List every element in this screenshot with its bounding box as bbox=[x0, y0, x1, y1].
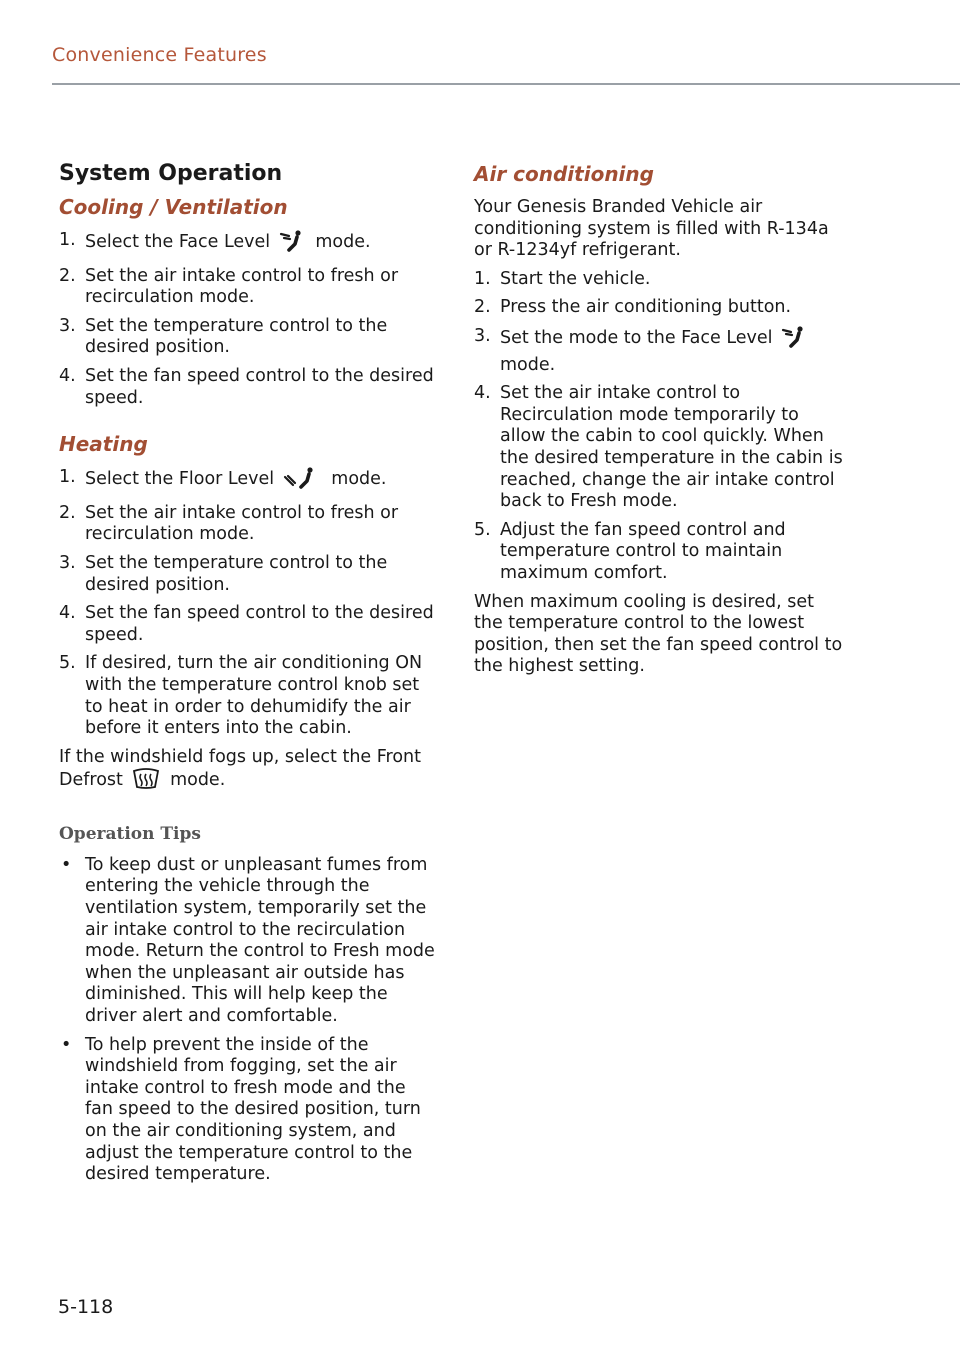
tips-heading: Operation Tips bbox=[59, 823, 201, 844]
step-text: Set the temperature control to the desired position. bbox=[85, 552, 388, 595]
bullet: • bbox=[61, 854, 72, 875]
air-conditioning-heading: Air conditioning bbox=[474, 162, 654, 186]
defrost-note bbox=[59, 747, 437, 797]
step-text: Set the fan speed control to the desired speed. bbox=[85, 365, 434, 408]
page-number: 5-118 bbox=[58, 1296, 114, 1318]
step-number: 1. bbox=[59, 467, 76, 488]
heating-steps bbox=[59, 467, 437, 740]
step-number: 2. bbox=[59, 502, 76, 523]
step-text-suffix: mode. bbox=[315, 232, 371, 252]
section-header: Convenience Features bbox=[52, 44, 267, 66]
cooling-heading: Cooling / Ventilation bbox=[59, 195, 288, 219]
list-item bbox=[59, 316, 437, 359]
step-number: 4. bbox=[59, 365, 76, 386]
tip-text: To keep dust or unpleasant fumes from entering the vehicle through the ventilation system, temporarily set the air intake control to the recirculation mode. Return the control to Fresh mode when the unpleasant air outside has diminished. This will help keep the driver alert and comfortable. bbox=[85, 854, 435, 1027]
list-item bbox=[59, 603, 437, 646]
step-text: Set the fan speed control to the desired speed. bbox=[85, 603, 434, 645]
step-text: Adjust the fan speed control and temperature control to maintain maximum comfort. bbox=[500, 519, 786, 583]
list-item bbox=[59, 366, 437, 409]
tips-list bbox=[59, 855, 437, 1186]
step-number: 1. bbox=[474, 268, 491, 289]
step-number: 2. bbox=[474, 297, 491, 318]
step-number: 3. bbox=[59, 315, 76, 336]
step-text: Select the Floor Level bbox=[85, 469, 275, 490]
step-text: Set the air intake control to fresh or recirculation mode. bbox=[85, 265, 399, 308]
step-number: 2. bbox=[59, 265, 76, 286]
step-text: Set the air intake control to fresh or recirculation mode. bbox=[85, 502, 399, 545]
list-item bbox=[59, 467, 437, 496]
step-number: 3. bbox=[59, 552, 76, 573]
defrost-note-text: If the windshield fogs up, select the Front Defrost bbox=[59, 746, 421, 791]
cooling-steps bbox=[59, 230, 437, 409]
step-text-suffix: mode. bbox=[500, 354, 556, 375]
list-item bbox=[59, 553, 437, 596]
cooling-note: When maximum cooling is desired, set the temperature control to the lowest position, then set the fan speed control to the highest setting. bbox=[474, 591, 843, 677]
intro-paragraph: Your Genesis Branded Vehicle air conditioning system is filled with R-134a or R-1234yf refrigerant. bbox=[474, 197, 829, 261]
list-item bbox=[474, 520, 846, 585]
step-number: 5. bbox=[59, 653, 76, 674]
list-item bbox=[474, 269, 846, 291]
list-item bbox=[474, 383, 846, 513]
face-level-mode-icon bbox=[279, 230, 307, 259]
step-text: Select the Face Level bbox=[85, 232, 271, 252]
left-column bbox=[59, 160, 437, 1193]
step-text: Press the air conditioning button. bbox=[500, 297, 792, 318]
step-text-suffix: mode. bbox=[331, 469, 387, 490]
bullet: • bbox=[61, 1034, 72, 1055]
section-heading: System Operation bbox=[59, 161, 283, 186]
right-column bbox=[474, 161, 846, 685]
step-text: Set the air intake control to Recirculation mode temporarily to allow the cabin to cool quickly. When the desired temperature in the cabin is reached, change the air intake control back to Fresh mode. bbox=[500, 383, 843, 512]
heating-heading: Heating bbox=[59, 432, 148, 457]
defrost-note-suffix: mode. bbox=[170, 770, 226, 791]
tip-text: To help prevent the inside of the windshield from fogging, set the air intake control to fresh mode and the fan speed to the desired position, turn on the air conditioning system, and adjust the temperature control to the desired temperature. bbox=[85, 1034, 421, 1185]
step-number: 4. bbox=[474, 383, 491, 404]
header-divider bbox=[52, 83, 960, 85]
step-number: 1. bbox=[59, 230, 76, 250]
step-number: 4. bbox=[59, 603, 76, 624]
floor-level-mode-icon bbox=[283, 467, 323, 496]
list-item bbox=[59, 855, 437, 1028]
list-item bbox=[474, 297, 846, 319]
list-item bbox=[59, 503, 437, 546]
step-text: Start the vehicle. bbox=[500, 268, 651, 289]
face-level-mode-icon bbox=[781, 326, 809, 355]
step-text: If desired, turn the air conditioning ON with the temperature control knob set to heat in order to dehumidify the air before it enters into the cabin. bbox=[85, 653, 423, 739]
list-item bbox=[59, 653, 437, 739]
list-item bbox=[59, 266, 437, 309]
step-number: 5. bbox=[474, 519, 491, 540]
list-item bbox=[474, 326, 846, 376]
step-text: Set the mode to the Face Level bbox=[500, 327, 773, 348]
front-defrost-icon bbox=[131, 768, 161, 797]
ac-steps bbox=[474, 269, 846, 585]
list-item bbox=[59, 1035, 437, 1186]
step-number: 3. bbox=[474, 325, 491, 346]
list-item bbox=[59, 230, 437, 259]
step-text: Set the temperature control to the desired position. bbox=[85, 315, 388, 358]
